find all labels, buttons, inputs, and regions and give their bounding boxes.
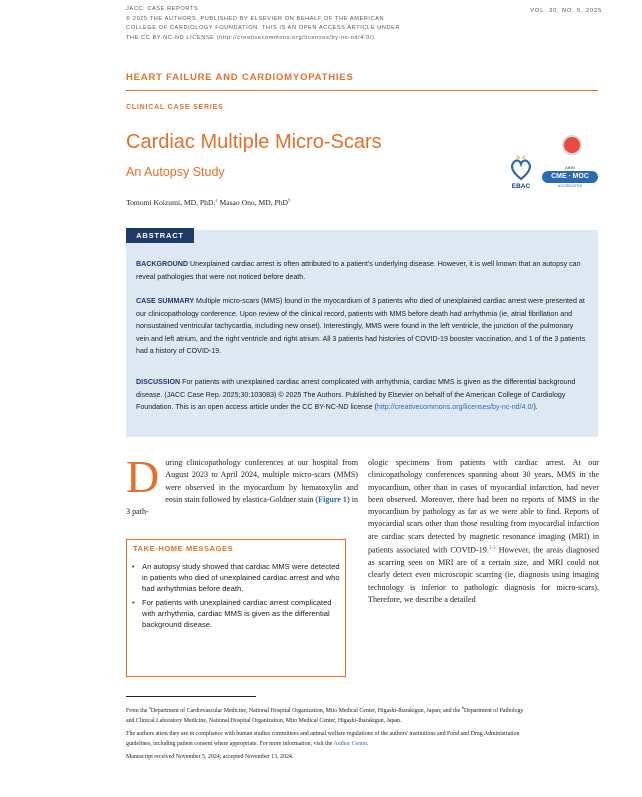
section-rule [126, 90, 598, 91]
case-summary-heading: CASE SUMMARY [136, 297, 195, 305]
body-text: However, the areas diagnosed as scarring seen on MRI are of a certain size, and MRI could not clearly detect even microscopic scarring (ie, diagnosis using imaging technology is inferior to pathologic diagnosis for micro-scars). Therefore, we describe a detailed [368, 545, 599, 604]
abstract-tab: ABSTRACT [126, 228, 194, 243]
body-text: uring clinicopathology conferences at our hospital from August 2023 to April 2024, multiple micro-scars (MMS) were observed in the myocardium by hematoxylin and eosin stain followed by elastica-Goldner stain ( [165, 458, 358, 504]
affiliation-marker: a [215, 198, 218, 204]
header-line: © 2025 THE AUTHORS. PUBLISHED BY ELSEVIER ON BEHALF OF THE AMERICAN [126, 15, 385, 22]
affiliation-text: From the [126, 707, 149, 714]
affiliation-text: Department of Pathology and Clinical Laboratory Medicine, National Hospital Organization, Mito Medical Center, Higashi-Ibarakigun, Japan. [126, 707, 524, 724]
cme-bottom-label: ACCREDITED [557, 184, 583, 188]
take-home-title: TAKE-HOME MESSAGES [133, 544, 234, 553]
background-text: Unexplained cardiac arrest is often attributed to a patient's underlying disease. However, it is well known that an autopsy can reveal pathologies that were not noticed before death. [136, 260, 581, 281]
drop-cap: D [126, 451, 160, 502]
affiliation-text: Department of Cardiovascular Medicine, National Hospital Organization, Mito Medical Center, Higashi-Ibarakigun, Japan; and the [150, 707, 462, 714]
body-left-column [126, 451, 359, 518]
cme-top-label: ABIM [565, 165, 575, 170]
section-label: HEART FAILURE AND CARDIOMYOPATHIES [126, 72, 354, 83]
take-home-list [130, 561, 340, 633]
reference-link[interactable]: 1-3 [488, 546, 496, 552]
article-title: Cardiac Multiple Micro-Scars [126, 131, 382, 153]
author-list [126, 198, 291, 207]
discussion-heading: DISCUSSION [136, 378, 181, 386]
record-icon [562, 135, 582, 155]
attestation-end: . [366, 740, 369, 747]
case-summary-text: Multiple micro-scars (MMS) found in the myocardium of 3 patients who died of unexplained cardiac arrest were presented at our clinicopathology conference. Upon review of the clinical record, patients with MMS before death had arrhythmia (ie, atrial fibrillation and nonsustained ventricular tachycardia, including new onset). Interestingly, MMS were found in the left ventricle, the junction of the pulmonary vein and left atrium, and the right ventricle and right atrium. All 3 patients had histories of COVID-19 booster vaccination, and 1 of the 3 patients had a history of COVID-19. [136, 297, 586, 356]
header-line: JACC: CASE REPORTS [126, 6, 199, 12]
footnotes [126, 703, 530, 765]
discussion-end: ). [533, 403, 538, 412]
abstract-background [136, 258, 588, 283]
abstract-discussion [136, 376, 588, 414]
affiliation-marker: b [461, 705, 464, 710]
manuscript-dates: Manuscript received November 5, 2024; accepted November 13, 2024. [126, 753, 294, 760]
figure-link[interactable]: Figure 1 [318, 494, 347, 504]
attestation [126, 729, 530, 749]
affiliation-marker: b [288, 198, 291, 204]
discussion-text: For patients with unexplained cardiac arrest complicated with arrhythmia, cardiac MMS is given as the differential background disease. (JACC Case Rep. 2025;30:103083) © 2025 The Authors. Published by Elsevier on behalf of the American College of Cardiology Foundation. This is an open access article under the CC BY-NC-ND license ( [136, 378, 576, 412]
header-line: COLLEGE OF CARDIOLOGY FOUNDATION. THIS IS AN OPEN ACCESS ARTICLE UNDER [126, 25, 401, 31]
volume-label: VOL. 30, NO. 5, 2025 [530, 8, 602, 14]
body-text: ologic specimens from patients with cardiac arrest. At our clinicopathology conferences spanning about 30 years, MMS in the myocardium, other than in cases of myocardial infarction, had never been observed. Moreover, there had been no reports of MMS in the myocardium by pathology as far as we were able to find. Reports of myocardial scars other than those resulting from myocardial infarction are cardiac scars detected by magnetic resonance imaging (MRI) in patients associated with COVID-19. [368, 458, 599, 555]
take-home-item: • An autopsy study showed that cardiac MMS were detected in patients who died of unexplained cardiac arrest and who had arrhythmias before death. [130, 561, 340, 594]
take-home-item: • For patients with unexplained cardiac arrest complicated with arrhythmia, cardiac MMS is given as the differential background disease. [130, 597, 340, 630]
cme-moc-badge[interactable] [542, 135, 598, 193]
author-name: Tomomi Koizumi, MD, PhD, [126, 198, 216, 207]
article-subtitle: An Autopsy Study [126, 165, 225, 179]
author-name: Masao Ono, MD, PhD [217, 198, 289, 207]
affiliation-marker: a [148, 705, 151, 710]
affiliations [126, 703, 530, 726]
license-link[interactable]: http://creativecommons.org/licenses/by-nc-nd/4.0/ [376, 403, 534, 412]
ebac-badge[interactable] [508, 155, 534, 195]
background-heading: BACKGROUND [136, 260, 189, 268]
series-label: CLINICAL CASE SERIES [126, 104, 224, 111]
ebac-label: EBAC [511, 183, 531, 190]
body-text: ) in 3 path- [126, 494, 359, 517]
abstract-case-summary [136, 295, 588, 358]
journal-header [126, 5, 400, 43]
header-line: THE CC BY-NC-ND LICENSE (http://creativecommons.org/licenses/by-nc-nd/4.0/). [126, 34, 377, 41]
attestation-text: The authors attest they are in compliance with human studies committees and animal welfare regulations of the authors' institutions and Food and Drug Administration guidelines, including patient consent where appropriate. For more information, visit the [126, 730, 520, 747]
author-center-link[interactable]: Author Center [333, 740, 367, 747]
body-right-column [368, 457, 599, 606]
footnote-rule [126, 696, 256, 697]
cme-label: CME ∙ MOC [542, 171, 598, 183]
